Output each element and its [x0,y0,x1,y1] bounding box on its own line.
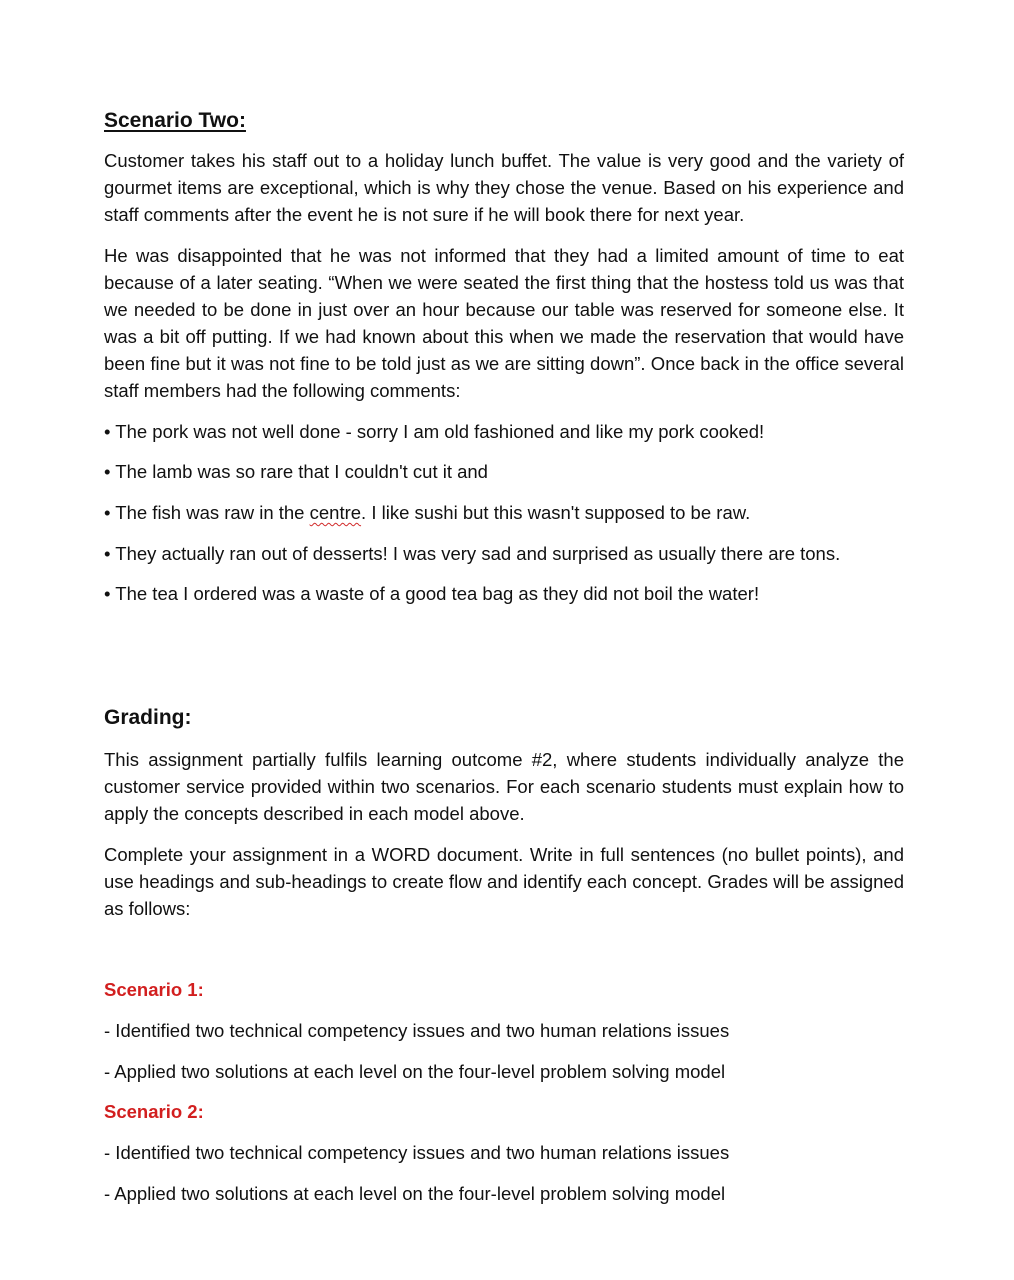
scenario-1-label: Scenario 1: [104,979,204,1000]
comment-bullet-tea: • The tea I ordered was a waste of a good tea bag as they did not boil the water! [104,583,760,604]
scenario-2-item-1: - Identified two technical competency issues and two human relations issues [104,1142,730,1163]
scenario-2-item-2: - Applied two solutions at each level on the four-level problem solving model [104,1183,726,1204]
fish-text-end: . I like sushi but this wasn't supposed to be raw. [361,502,751,523]
spellcheck-flagged-word[interactable]: centre [309,502,362,523]
grading-paragraph-2: Complete your assignment in a WORD document. Write in full sentences (no bullet points), and use headings and sub-headings to create flow and identify each concept. Grades will be assigned as follows: [104,844,904,919]
scenario-two-paragraph-1: Customer takes his staff out to a holiday lunch buffet. The value is very good and the variety of gourmet items are exceptional, which is why they chose the venue. Based on his experience and staff comments after the event he is not sure if he will book there for next year. [104,150,904,225]
scenario-two-heading: Scenario Two: [104,109,246,132]
comment-bullet-fish [104,499,904,526]
document-page [104,104,904,1207]
grading-heading: Grading: [104,706,192,729]
scenario-1-item-1: - Identified two technical competency issues and two human relations issues [104,1020,730,1041]
comment-bullet-pork: • The pork was not well done - sorry I am old fashioned and like my pork cooked! [104,421,765,442]
scenario-2-label: Scenario 2: [104,1101,204,1122]
grading-paragraph-1: This assignment partially fulfils learning outcome #2, where students individually analyze the customer service provided within two scenarios. For each scenario students must explain how to apply the concepts described in each model above. [104,749,904,824]
comment-bullet-desserts: • They actually ran out of desserts! I was very sad and surprised as usually there are tons. [104,543,841,564]
comment-bullet-lamb: • The lamb was so rare that I couldn't cut it and [104,461,488,482]
fish-text-start: • The fish was raw in the [104,502,310,523]
scenario-1-item-2: - Applied two solutions at each level on the four-level problem solving model [104,1061,726,1082]
scenario-two-paragraph-2: He was disappointed that he was not informed that they had a limited amount of time to eat because of a later seating. “When we were seated the first thing that the hostess told us was that we needed to be done in just over an hour because our table was reserved for someone else. It was a bit off putting. If we had known about this when we made the reservation that would have been fine but it was not fine to be told just as we are sitting down”. Once back in the office several staff members had the following comments: [104,245,904,401]
